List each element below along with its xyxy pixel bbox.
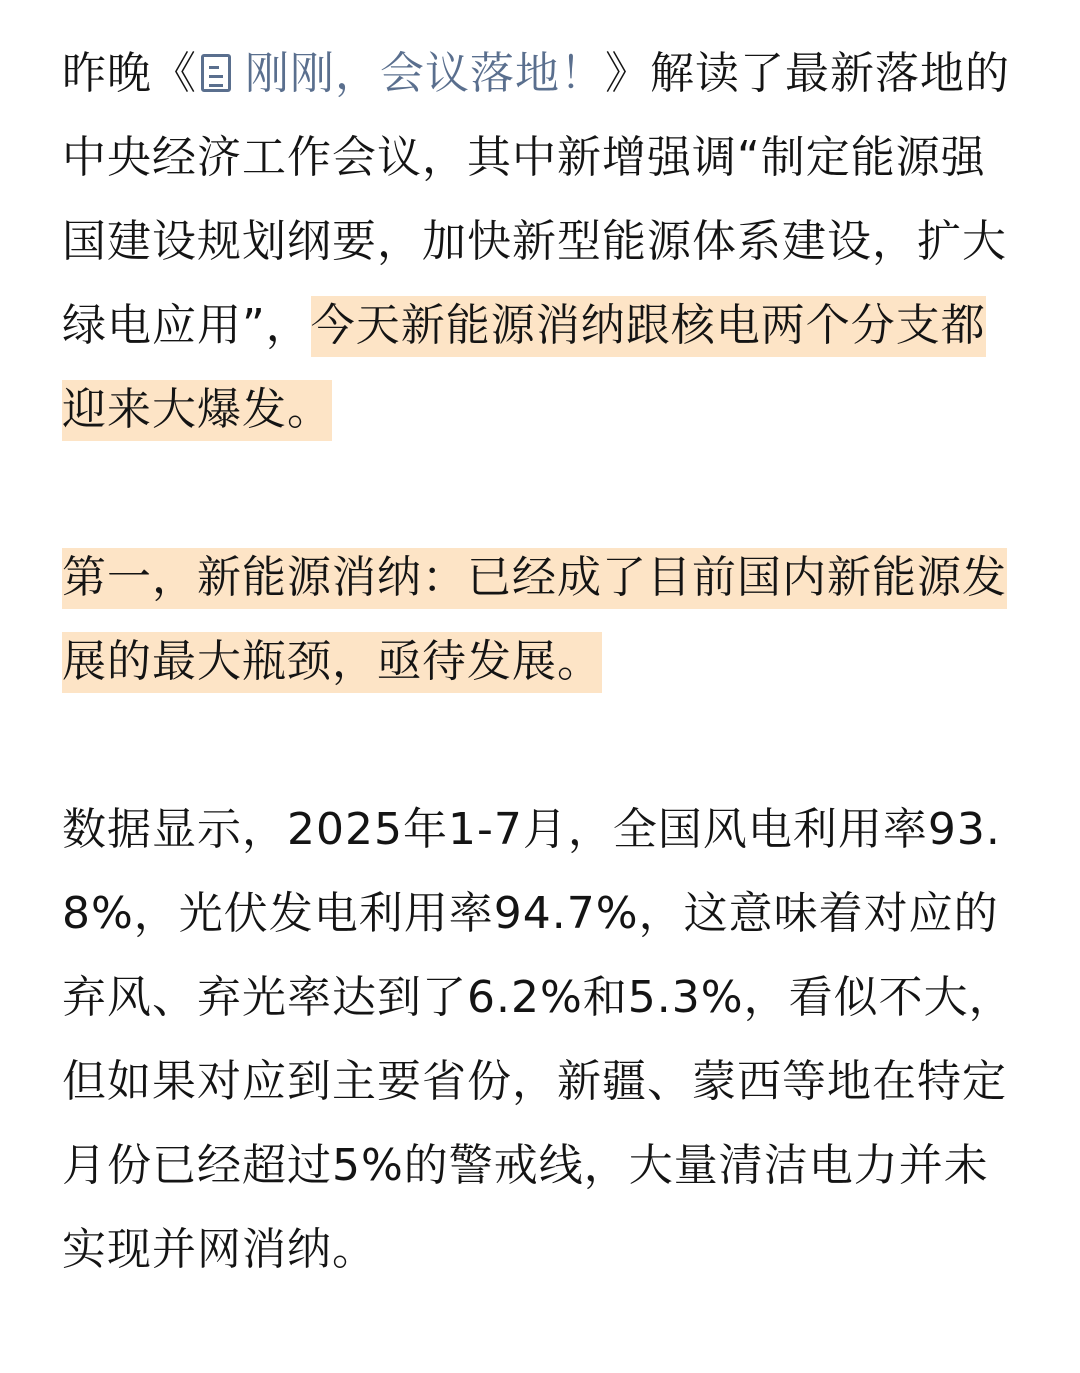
paragraph-data [62, 788, 1022, 1292]
first-point-highlight: 第一，新能源消纳：已经成了目前国内新能源发展的最大瓶颈，亟待发展。 [62, 548, 1007, 693]
data-paragraph-text: 数据显示，2025年1-7月，全国风电利用率93.8%，光伏发电利用率94.7%，这意味着对应的弃风、弃光率达到了6.2%和5.3%，看似不大，但如果对应到主要省份，新疆、蒙西等地在特定月份已经超过5%的警戒线，大量清洁电力并未实现并网消纳。 [62, 804, 1014, 1275]
paragraph-first-point [62, 536, 1022, 704]
paragraph-intro [62, 32, 1022, 452]
article-link[interactable] [197, 48, 605, 99]
paragraph-gap [62, 704, 1022, 788]
paragraph-gap [62, 452, 1022, 536]
intro-text-before-link: 昨晚《 [62, 48, 197, 99]
intro-highlight: 今天新能源消纳跟核电两个分支都迎来大爆发。 [62, 296, 986, 441]
intro-text-after-link: 》解读了最新落地的中央经济工作会议，其中新增强调“制定能源强国建设规划纲要，加快新型能源体系建设，扩大绿电应用”， [62, 48, 1010, 351]
document-icon [201, 54, 231, 92]
article-body [62, 32, 1022, 1292]
article-link-label: 刚刚，会议落地！ [245, 48, 605, 99]
